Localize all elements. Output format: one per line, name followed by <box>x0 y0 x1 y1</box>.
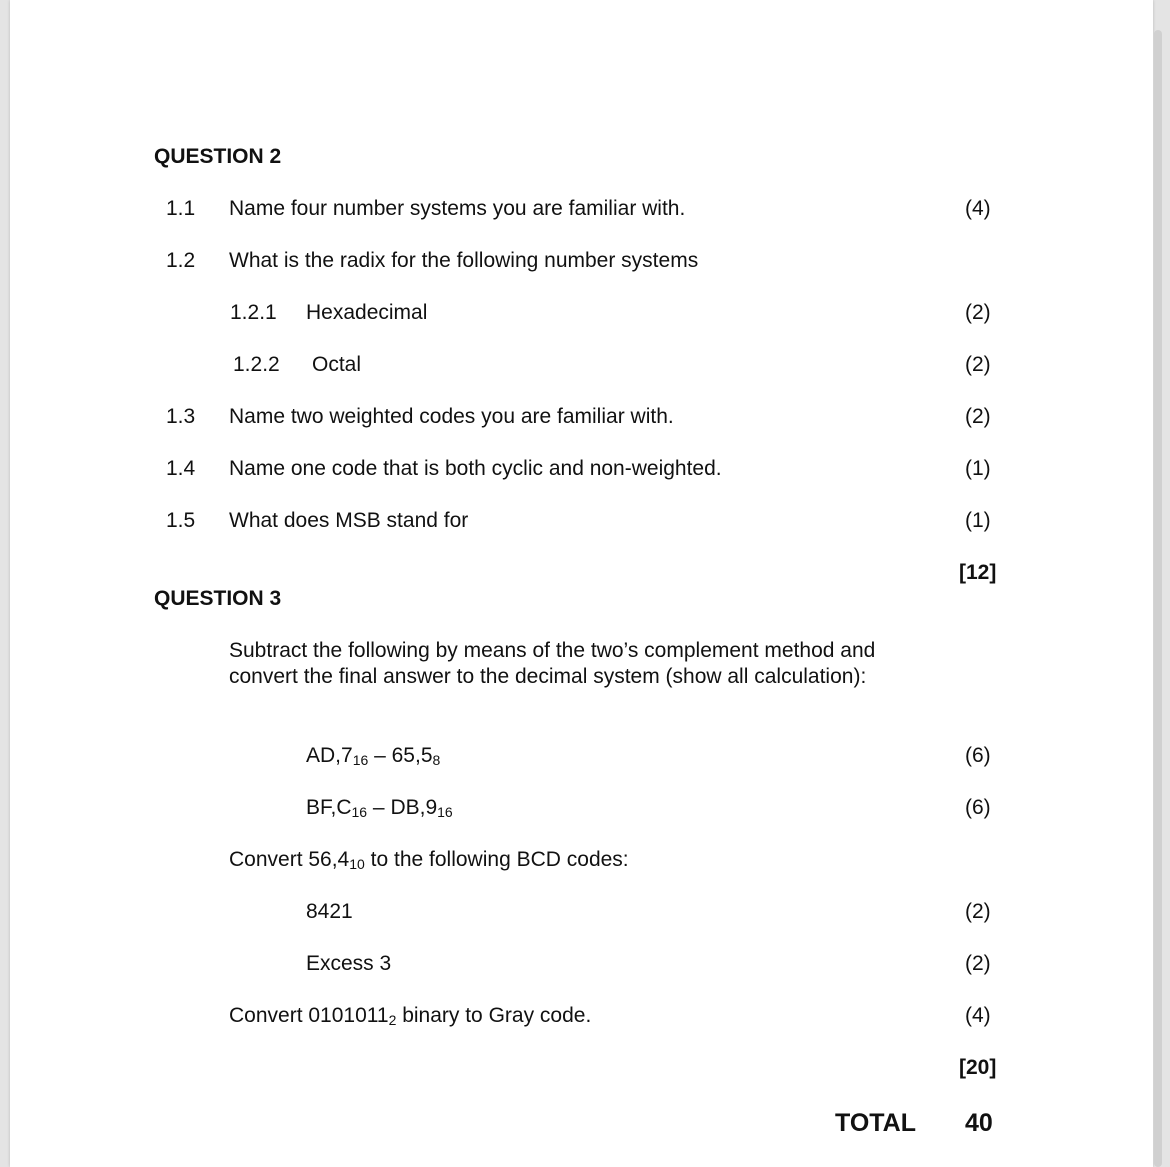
operand-b: DB,9 <box>390 796 438 819</box>
item-number: 1.5 <box>166 509 196 532</box>
base-a: 16 <box>352 752 369 768</box>
gray-base: 2 <box>388 1012 397 1028</box>
subtraction-2 <box>306 795 453 821</box>
bcd-item: Excess 3 <box>306 952 392 975</box>
question-3-intro: Subtract the following by means of the two’s complement method and convert the final answer to the decimal system (show all calculation): <box>229 639 876 688</box>
item-marks: (4) <box>965 1004 991 1027</box>
bcd-base: 10 <box>349 856 365 872</box>
operator: – <box>367 796 391 819</box>
gray-post: binary to Gray code. <box>396 1004 592 1027</box>
subitem-number: 1.2.1 <box>230 301 277 324</box>
gray-instruction <box>229 1003 591 1029</box>
operand-a: BF,C <box>306 796 352 819</box>
total-value: 40 <box>965 1109 993 1137</box>
item-text: What is the radix for the following number systems <box>229 249 699 272</box>
total-label: TOTAL <box>835 1109 917 1137</box>
operand-b: 65,5 <box>391 744 433 767</box>
bcd-pre: Convert 56,4 <box>229 848 350 871</box>
base-a: 16 <box>351 804 368 820</box>
subitem-number: 1.2.2 <box>233 353 280 376</box>
item-marks: (2) <box>965 353 991 376</box>
subtraction-1 <box>306 743 440 769</box>
question-3-heading: QUESTION 3 <box>154 587 282 610</box>
item-text: Name two weighted codes you are familiar with. <box>229 405 674 428</box>
scrollbar[interactable] <box>1154 30 1162 1167</box>
item-number: 1.1 <box>166 197 196 220</box>
question-2-heading: QUESTION 2 <box>154 145 282 168</box>
gray-pre: Convert 0101011 <box>229 1004 389 1027</box>
item-marks: (2) <box>965 405 991 428</box>
item-marks: (1) <box>965 457 991 480</box>
bcd-post: to the following BCD codes: <box>364 848 629 871</box>
item-text: What does MSB stand for <box>229 509 469 532</box>
question-3-total: [20] <box>959 1056 997 1079</box>
subitem-text: Octal <box>312 353 362 376</box>
base-b: 16 <box>437 804 453 820</box>
operator: – <box>368 744 392 767</box>
item-text: Name one code that is both cyclic and non-weighted. <box>229 457 722 480</box>
operand-a: AD,7 <box>306 744 353 767</box>
item-marks: (2) <box>965 900 991 923</box>
item-marks: (6) <box>965 796 991 819</box>
subitem-text: Hexadecimal <box>306 301 428 324</box>
bcd-item: 8421 <box>306 900 353 923</box>
item-marks: (1) <box>965 509 991 532</box>
item-marks: (4) <box>965 197 991 220</box>
item-marks: (2) <box>965 952 991 975</box>
base-b: 8 <box>432 752 441 768</box>
item-marks: (6) <box>965 744 991 767</box>
item-marks: (2) <box>965 301 991 324</box>
item-number: 1.4 <box>166 457 196 480</box>
question-2-total: [12] <box>959 561 997 584</box>
bcd-instruction <box>229 847 629 873</box>
item-number: 1.3 <box>166 405 196 428</box>
item-text: Name four number systems you are familiar with. <box>229 197 686 220</box>
item-number: 1.2 <box>166 249 196 272</box>
